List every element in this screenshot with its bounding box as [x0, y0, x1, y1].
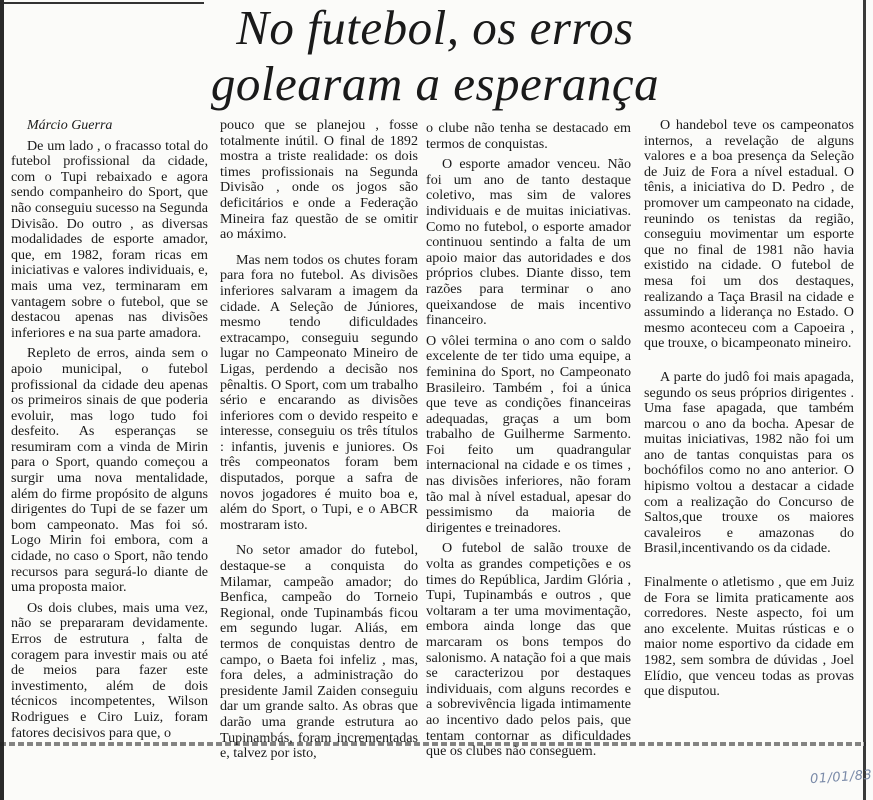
paragraph: Repleto de erros, ainda sem o apoio municipal, o futebol profissional da cidade deu apenas os primeiros sinais de que poderia evoluir, mas logo tudo foi desfeito. As esperanças se resumiram com a vinda de Mirin para o Sport, quando começou a surgir uma nova mentalidade, além do firme propósito de alguns dirigentes do Tupi de se fazer um bom campeonato. Mas foi só. Logo Mirin foi embora, com a cidade, no caso o Sport, não tendo recursos para segurá-lo diante de uma proposta maior.: [11, 345, 208, 596]
paragraph: Finalmente o atletismo , que em Juiz de Fora se limita praticamente aos corredores. Neste aspecto, foi um ano excelente. Muitas rústicas e o maior nome esportivo da cidade em 1982, sem sombra de dúvidas , Joel Elídio, que venceu todas as provas que disputou.: [644, 574, 854, 700]
top-rule: [4, 2, 204, 4]
paragraph: De um lado , o fracasso total do futebol profissional da cidade, com o Tupi rebaixado e agora sendo companheiro do Sport, que não conseguiu sucesso na Segunda Divisão. Do outro , as diversas modalidades de esporte amador, que, em 1982, foram ricas em iniciativas e valores individuais, e, mais uma vez, terminaram em vantagem sobre o futebol, que se destacou apenas nas divisões inferiores e na sua parte amadora.: [11, 137, 208, 341]
article-column-1: [11, 118, 208, 746]
handwritten-date: 01/01/83: [809, 767, 873, 788]
paragraph: No setor amador do futebol, destaque-se a conquista do Milamar, campeão amador; do Benfica, campeão do Torneio Regional, onde Tupinambás ficou em segundo lugar. Aliás, em termos de conquistas dentro de campo, o Baeta foi infeliz , mas, fora deles, a administração do presidente Jamil Zaiden conseguiu dar um grande salto. As obras que darão uma grande estrutura ao Tupinambás, foram incrementadas e, talvez por isto,: [220, 542, 418, 762]
author-byline: Márcio Guerra: [27, 118, 113, 133]
paragraph: Os dois clubes, mais uma vez, não se prepararam devidamente. Erros de estrutura , falta de coragem para investir mais ou até de meios para fazer este investimento, além de dois técnicos incompetentes, Wilson Rodrigues e Ciro Luiz, foram fatores decisivos para que, o: [11, 599, 208, 741]
paragraph: A parte do judô foi mais apagada, segundo os seus próprios dirigentes . Uma fase apagada, que também marcou o ano da bocha. Apesar de muitas iniciativas, 1982 não foi um ano de tantas conquistas para os bochófilos como no ano anterior. O hipismo voltou a destacar a cidade com a realização do Concurso de Saltos,que trouxe os maiores cavaleiros e amazonas do Brasil,incentivando os da cidade.: [644, 368, 854, 557]
headline-line-1: No futebol, os erros: [236, 0, 634, 55]
article-column-4: [644, 118, 854, 705]
paragraph: pouco que se planejou , fosse totalmente inútil. O final de 1892 mostra a triste realidade: os dois times profissionais na Segunda Divisão , onde os jogos são deficitários e onde a Federação Mineira faz questão de se omitir ao máximo.: [220, 117, 418, 243]
scan-edge-right: [863, 0, 866, 800]
headline: [205, 0, 665, 112]
paragraph: O futebol de salão trouxe de volta as grandes competições e os times do República, Jardim Glória , Tupi, Tupinambás e outros , que voltaram a ter uma movimentação, embora ainda longe das que marcaram os bons tempos do salonismo. A natação foi a que mais se caracterizou por destaques individuais, com alguns recordes e a sobrevivência ligada intimamente ao incentivo dado pelos pais, que tentam contornar as dificuldades que os clubes não conseguem.: [426, 540, 631, 760]
paragraph: O vôlei termina o ano com o saldo excelente de ter tido uma equipe, a feminina do Sport, no Campeonato Brasileiro. Também , foi a única que teve as condições financeiras adequadas, graças a um bom trabalho de Guilherme Sarmento. Foi feito um quadrangular internacional na cidade e os times , nas divisões inferiores, não foram tão mal à nível estadual, apesar do pessimismo da maioria de dirigentes e treinadores.: [426, 332, 631, 536]
article-column-2: [220, 118, 418, 767]
article-column-3: [426, 121, 631, 765]
paragraph: o clube não tenha se destacado em termos de conquistas.: [426, 120, 631, 152]
scan-edge-left: [0, 0, 4, 800]
headline-line-2: golearam a esperança: [210, 56, 660, 111]
paragraph: O esporte amador venceu. Não foi um ano de tanto destaque coletivo, mas sim de valores individuais e de muitas iniciativas. Como no futebol, o esporte amador continuou sentindo a falta de um apoio maior das autoridades e dos próprios clubes. Diante disso, tem razões para terminar o ano queixandose de mais incentivo financeiro.: [426, 156, 631, 329]
paragraph: O handebol teve os campeonatos internos, a revelação de alguns valores e a boa presença da Seleção de Juiz de Fora a nível estadual. O tênis, a iniciativa do D. Pedro , de promover um campeonato na cidade, reunindo os tenistas da região, conseguiu movimentar um esporte que no final de 1981 não havia existido na cidade. O futebol de mesa foi um dos destaques, realizando a Taça Brasil na cidade e assumindo a liderança no Estado. O mesmo aconteceu com a Capoeira , que trouxe, o bicampeonato mineiro.: [644, 117, 854, 352]
paragraph: Mas nem todos os chutes foram para fora no futebol. As divisões inferiores salvaram a imagem da cidade. A Seleção de Júniores, mesmo tendo dificuldades extracampo, conseguiu segundo lugar no Campeonato Mineiro de Ligas, perdendo a decisão nos pênaltis. O Sport, com um trabalho sério e encarando as divisões inferiores com o devido respeito e interesse, conseguiu os três títulos : infantis, juvenis e juniores. Os três compeonatos foram bem disputados, porque a safra de novos jogadores é muito boa e, além do Sport, o Tupi, e o ABCR mostraram isto.: [220, 251, 418, 533]
